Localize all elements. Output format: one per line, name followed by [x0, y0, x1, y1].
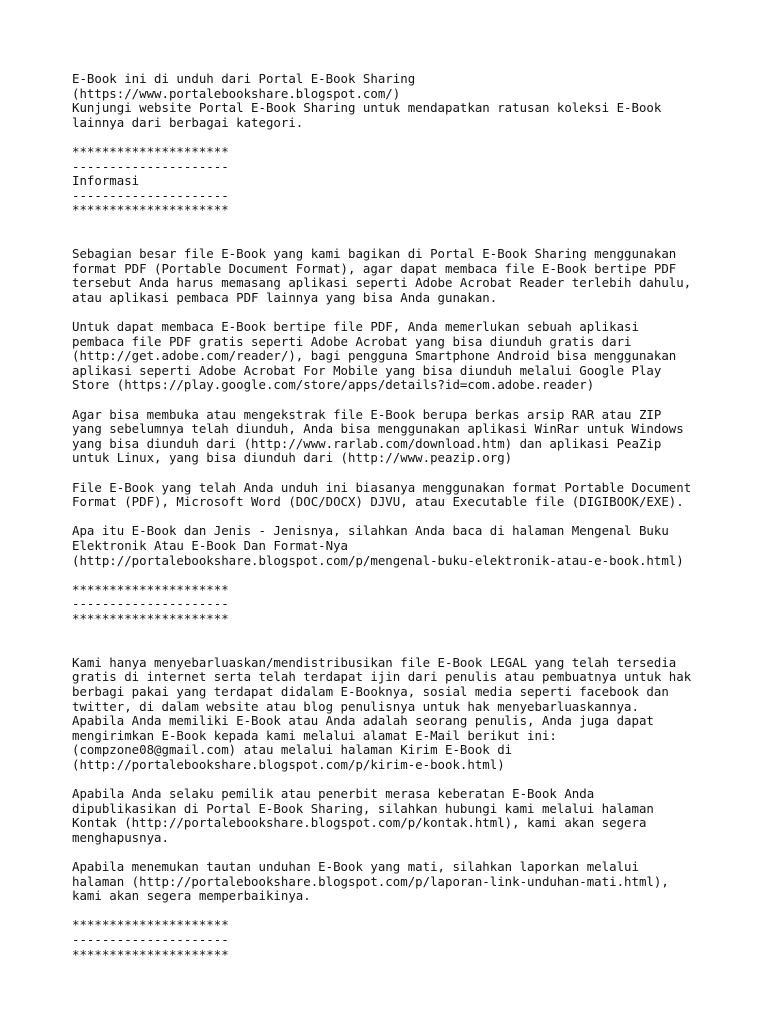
- info-paragraph: [72, 481, 732, 510]
- text-line: tersebut Anda harus memasang aplikasi seperti Adobe Acrobat Reader terlebih dahulu,: [72, 275, 692, 291]
- text-line: berbagi pakai yang terdapat didalam E-Booknya, sosial media seperti facebook dan: [72, 683, 669, 699]
- text-line: Store (https://play.google.com/store/apps/details?id=com.adobe.reader): [72, 377, 595, 393]
- intro-block: [72, 72, 732, 130]
- text-line: Agar bisa membuka atau mengekstrak file E-Book berupa berkas arsip RAR atau ZIP: [72, 406, 662, 422]
- separator-stars: *********************: [72, 610, 229, 626]
- text-line: format PDF (Portable Document Format), agar dapat membaca file E-Book bertipe PDF: [72, 260, 677, 276]
- text-line: kami akan segera memperbaikinya.: [72, 888, 311, 904]
- info-paragraph: [72, 247, 732, 305]
- intro-line: Kunjungi website Portal E-Book Sharing untuk mendapatkan ratusan koleksi E-Book: [72, 100, 662, 116]
- text-line: untuk Linux, yang bisa diunduh dari (http://www.peazip.org): [72, 450, 513, 466]
- text-line: dipublikasikan di Portal E-Book Sharing, silahkan hubungi kami melalui halaman: [72, 800, 654, 816]
- intro-line: (https://www.portalebookshare.blogspot.com/): [72, 85, 401, 101]
- text-line: (http://portalebookshare.blogspot.com/p/kirim-e-book.html): [72, 756, 505, 772]
- info-paragraph: [72, 408, 732, 466]
- text-line: aplikasi seperti Adobe Acrobat For Mobile yang bisa diunduh melalui Google Play: [72, 362, 662, 378]
- text-line: (http://get.adobe.com/reader/), bagi pengguna Smartphone Android bisa menggunakan: [72, 348, 677, 364]
- separator-stars: *********************: [72, 917, 229, 933]
- text-line: File E-Book yang telah Anda unduh ini biasanya menggunakan format Portable Document: [72, 479, 692, 495]
- text-line: (http://portalebookshare.blogspot.com/p/mengenal-buku-elektronik-atau-e-book.html): [72, 552, 684, 568]
- text-line: Untuk dapat membaca E-Book bertipe file PDF, Anda memerlukan sebuah aplikasi: [72, 319, 639, 335]
- intro-line: lainnya dari berbagai kategori.: [72, 114, 304, 130]
- text-line: yang bisa diunduh dari (http://www.rarlab.com/download.htm) dan aplikasi PeaZip: [72, 435, 662, 451]
- text-line: yang sebelumnya telah diunduh, Anda bisa menggunakan aplikasi WinRar untuk Windows: [72, 421, 684, 437]
- text-line: (compzone08@gmail.com) atau melalui halaman Kirim E-Book di: [72, 742, 513, 758]
- text-line: Apabila menemukan tautan unduhan E-Book yang mati, silahkan laporkan melalui: [72, 859, 639, 875]
- info-header: [72, 145, 732, 218]
- text-line: Apabila Anda selaku pemilik atau penerbit merasa keberatan E-Book Anda: [72, 786, 595, 802]
- legal-paragraph: [72, 656, 732, 773]
- section-title: Informasi: [72, 173, 140, 189]
- text-line: Elektronik Atau E-Book Dan Format-Nya: [72, 538, 349, 553]
- separator-stars: *********************: [72, 202, 229, 218]
- text-line: atau aplikasi pembaca PDF lainnya yang bisa Anda gunakan.: [72, 289, 498, 305]
- separator-stars: *********************: [72, 581, 229, 597]
- text-line: halaman (http://portalebookshare.blogspot.com/p/laporan-link-unduhan-mati.html),: [72, 873, 669, 889]
- text-line: Kami hanya menyebarluaskan/mendistribusikan file E-Book LEGAL yang telah tersedia: [72, 654, 677, 670]
- document-page: [72, 72, 732, 962]
- intro-line: E-Book ini di unduh dari Portal E-Book Sharing: [72, 71, 416, 86]
- info-paragraph: [72, 524, 732, 568]
- text-line: mengirimkan E-Book kepada kami melalui alamat E-Mail berikut ini:: [72, 727, 557, 743]
- text-line: Apabila Anda memiliki E-Book atau Anda adalah seorang penulis, Anda juga dapat: [72, 713, 654, 729]
- text-line: Kontak (http://portalebookshare.blogspot.com/p/kontak.html), kami akan segera: [72, 815, 647, 831]
- text-line: pembaca file PDF gratis seperti Adobe Acrobat yang bisa diunduh gratis dari: [72, 333, 632, 349]
- separator-dashes: ---------------------: [72, 932, 229, 948]
- text-line: menghapusnya.: [72, 829, 169, 845]
- info-paragraph: [72, 320, 732, 393]
- separator-dashes: ---------------------: [72, 158, 229, 174]
- legal-paragraph: [72, 860, 732, 904]
- separator-block: [72, 918, 732, 962]
- legal-paragraph: [72, 787, 732, 845]
- text-line: Sebagian besar file E-Book yang kami bagikan di Portal E-Book Sharing menggunakan: [72, 246, 677, 262]
- text-line: gratis di internet serta telah terdapat ijin dari penulis atau pembuatnya untuk hak: [72, 669, 692, 685]
- separator-dashes: ---------------------: [72, 187, 229, 203]
- separator-stars: *********************: [72, 143, 229, 159]
- separator-dashes: ---------------------: [72, 596, 229, 612]
- text-line: Format (PDF), Microsoft Word (DOC/DOCX) DJVU, atau Executable file (DIGIBOOK/EXE).: [72, 494, 684, 510]
- text-line: Apa itu E-Book dan Jenis - Jenisnya, silahkan Anda baca di halaman Mengenal Buku: [72, 523, 669, 539]
- text-line: twitter, di dalam website atau blog penulisnya untuk hak menyebarluaskannya.: [72, 698, 639, 714]
- separator-block: [72, 583, 732, 627]
- separator-stars: *********************: [72, 946, 229, 962]
